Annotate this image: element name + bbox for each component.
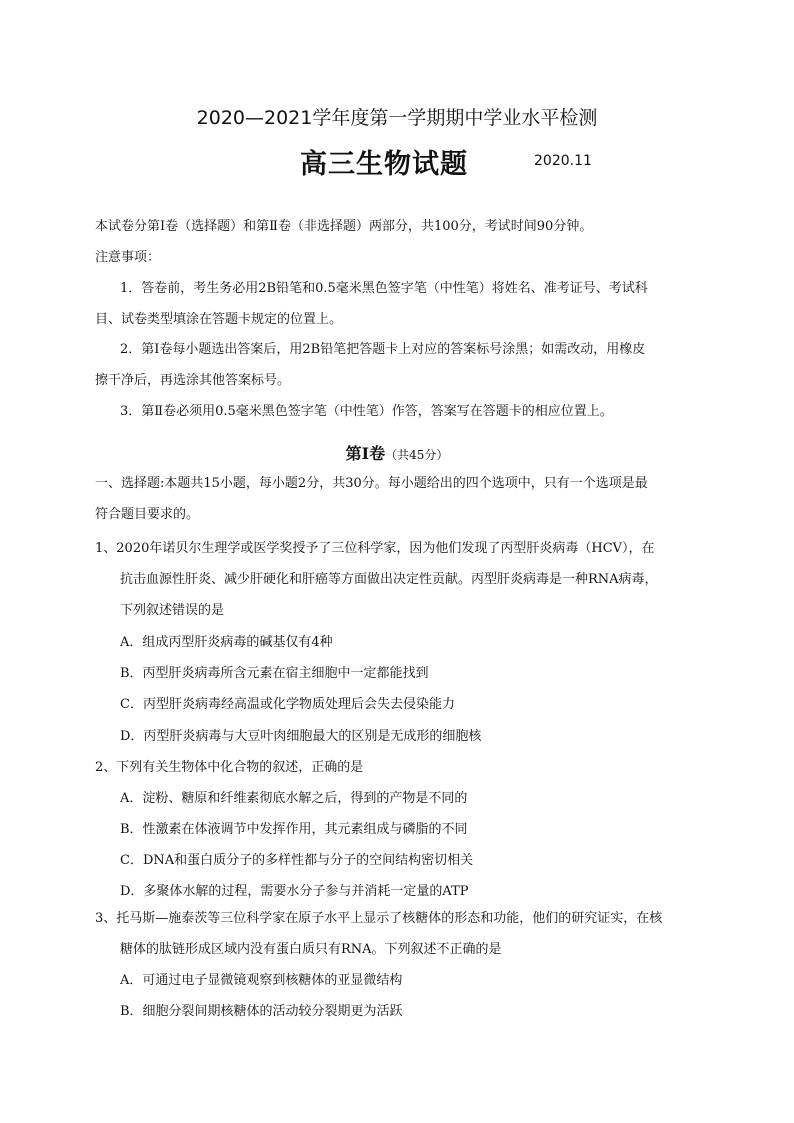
note-line: 3．第Ⅱ卷必须用0.5毫米黑色签字笔（中性笔）作答，答案写在答题卡的相应位置上。 [120, 404, 613, 419]
question-stem: 下列叙述错误的是 [120, 603, 225, 618]
question-stem: 2、下列有关生物体中化合物的叙述，正确的是 [95, 760, 364, 775]
note-line: 擦干净后，再选涂其他答案标号。 [95, 373, 291, 388]
option-c: C．丙型肝炎病毒经高温或化学物质处理后会失去侵染能力 [120, 697, 455, 712]
section-instruction: 符合题目要求的。 [95, 507, 200, 522]
question-stem: 糖体的肽链形成区域内没有蛋白质只有RNA。下列叙述不正确的是 [120, 942, 502, 957]
option-a: A．可通过电子显微镜观察到核糖体的亚显微结构 [120, 973, 403, 988]
section-instruction: 一、选择题:本题共15小题，每小题2分，共30分。每小题给出的四个选项中，只有一个选项是最 [95, 476, 648, 491]
option-b: B．丙型肝炎病毒所含元素在宿主细胞中一定都能找到 [120, 666, 429, 681]
question-stem: 3、托马斯—施泰茨等三位科学家在原子水平上显示了核糖体的形态和功能，他们的研究证实，在核 [95, 911, 663, 926]
section-score: （共45分） [385, 448, 449, 462]
exam-title: 2020—2021学年度第一学期期中学业水平检测 [196, 107, 598, 129]
notice-label: 注意事项： [95, 250, 161, 265]
note-line: 2．第Ⅰ卷每小题选出答案后，用2B铅笔把答题卡上对应的答案标号涂黑；如需改动，用橡皮 [120, 342, 646, 357]
intro-line: 本试卷分第Ⅰ卷（选择题）和第Ⅱ卷（非选择题）两部分，共100分，考试时间90分钟。 [95, 219, 593, 234]
option-d: D．多聚体水解的过程，需要水分子参与并消耗一定量的ATP [120, 884, 469, 899]
option-d: D．丙型肝炎病毒与大豆叶肉细胞最大的区别是无成形的细胞核 [120, 729, 482, 744]
question-stem: 抗击血源性肝炎、减少肝硬化和肝癌等方面做出决定性贡献。丙型肝炎病毒是一种RNA病毒， [120, 572, 658, 587]
section-heading [0, 441, 794, 464]
note-line: 目、试卷类型填涂在答题卡规定的位置上。 [95, 312, 343, 327]
question-stem: 1、2020年诺贝尔生理学或医学奖授予了三位科学家，因为他们发现了丙型肝炎病毒（HCV），在 [95, 541, 655, 556]
subject-title: 高三生物试题 [300, 149, 468, 180]
option-b: B．性激素在体液调节中发挥作用，其元素组成与磷脂的不同 [120, 822, 468, 837]
exam-date: 2020.11 [534, 153, 592, 169]
note-line: 1．答卷前，考生务必用2B铅笔和0.5毫米黑色签字笔（中性笔）将姓名、准考证号、考试科 [120, 281, 648, 296]
option-a: A．组成丙型肝炎病毒的碱基仅有4种 [120, 635, 333, 650]
option-b: B．细胞分裂间期核糖体的活动较分裂期更为活跃 [120, 1004, 403, 1019]
option-c: C．DNA和蛋白质分子的多样性都与分子的空间结构密切相关 [120, 853, 474, 868]
section-title: 第Ⅰ卷 [345, 444, 386, 463]
option-a: A．淀粉、糖原和纤维素彻底水解之后，得到的产物是不同的 [120, 791, 468, 806]
